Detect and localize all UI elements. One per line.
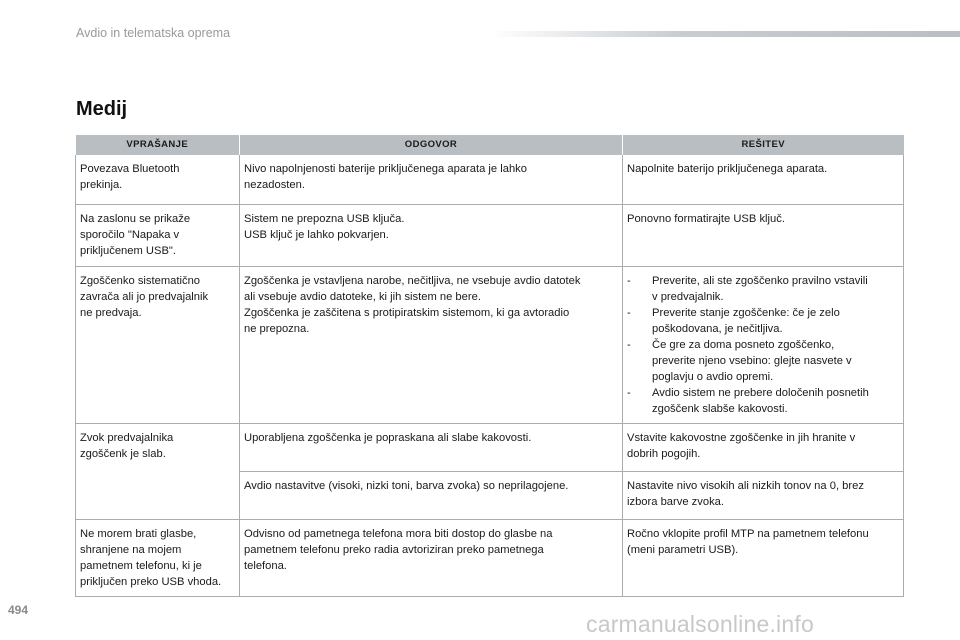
cell-line: zavrača ali jo predvajalnik xyxy=(80,290,209,303)
question-cell xyxy=(76,204,240,266)
cell-line: Zvok predvajalnika xyxy=(80,431,174,444)
cell-line: priključen preko USB vhoda. xyxy=(80,575,222,588)
cell-line: prekinja. xyxy=(80,179,123,191)
cell-line: izbora barve zvoka. xyxy=(627,495,725,508)
solution-cell xyxy=(623,423,904,471)
cell-line: Nastavite nivo visokih ali nizkih tonov na 0, brez xyxy=(627,479,864,492)
cell-line: poškodovana, je nečitljiva. xyxy=(652,322,783,335)
cell-line: - Če gre za doma posneto zgoščenko, xyxy=(652,338,835,351)
cell-line: ne predvaja. xyxy=(80,306,142,319)
cell-line: (meni parametri USB). xyxy=(627,543,739,556)
cell-line: dobrih pogojih. xyxy=(627,447,701,460)
cell-line: pametnem telefonu preko radia avtoriziran preko pametnega xyxy=(244,543,544,556)
cell-line: Sistem ne prepozna USB ključa. xyxy=(244,212,405,225)
question-cell xyxy=(76,155,240,204)
cell-line: - Avdio sistem ne prebere določenih posnetih xyxy=(652,386,869,399)
cell-line: poglavju o avdio opremi. xyxy=(652,370,774,383)
list-item xyxy=(627,273,898,305)
page-number: 494 xyxy=(8,603,29,617)
answer-cell xyxy=(240,155,623,204)
answer-cell xyxy=(240,471,623,519)
table-row xyxy=(76,204,904,266)
cell-line: ne prepozna. xyxy=(244,322,310,335)
cell-line: - Preverite, ali ste zgoščenko pravilno vstavili xyxy=(652,274,868,287)
cell-line: zgoščenk slabše kakovosti. xyxy=(652,402,788,415)
answer-cell xyxy=(240,423,623,471)
table-row xyxy=(76,155,904,204)
page-title: Medij xyxy=(76,98,128,120)
solution-list xyxy=(627,273,898,417)
table-header-row xyxy=(76,135,904,155)
list-item xyxy=(627,385,898,417)
cell-line: Avdio nastavitve (visoki, nizki toni, barva zvoka) so neprilagojene. xyxy=(244,479,569,492)
question-cell xyxy=(76,266,240,423)
answer-cell xyxy=(240,266,623,423)
question-cell xyxy=(76,519,240,596)
solution-cell xyxy=(623,519,904,596)
cell-line: zgoščenk je slab. xyxy=(80,447,166,460)
answer-cell xyxy=(240,519,623,596)
solution-cell xyxy=(623,471,904,519)
answer-cell xyxy=(240,204,623,266)
watermark: carmanualsonline.info xyxy=(586,611,814,637)
cell-line: pametnem telefonu, ki je xyxy=(80,559,202,572)
cell-line: Nivo napolnjenosti baterije priključenega aparata je lahko xyxy=(244,163,527,175)
header-decorative-bar xyxy=(490,31,960,37)
cell-line: Ne morem brati glasbe, xyxy=(80,527,197,540)
cell-line: priključenem USB". xyxy=(80,244,176,257)
cell-line: Uporabljena zgoščenka je popraskana ali slabe kakovosti. xyxy=(244,431,532,444)
cell-line: Na zaslonu se prikaže xyxy=(80,212,191,225)
cell-line: - Preverite stanje zgoščenke: če je zelo xyxy=(652,306,840,319)
cell-line: Vstavite kakovostne zgoščenke in jih hranite v xyxy=(627,431,856,444)
header-section-title: Avdio in telematska oprema xyxy=(76,26,231,40)
cell-line: sporočilo "Napaka v xyxy=(80,228,180,241)
cell-line: USB ključ je lahko pokvarjen. xyxy=(244,228,389,241)
cell-line: Zgoščenka je vstavljena narobe, nečitljiva, ne vsebuje avdio datotek xyxy=(244,274,581,287)
column-header-answer: ODGOVOR xyxy=(240,135,623,155)
solution-cell xyxy=(623,204,904,266)
cell-line: Povezava Bluetooth xyxy=(80,163,180,175)
solution-cell xyxy=(623,266,904,423)
cell-line: Ročno vklopite profil MTP na pametnem telefonu xyxy=(627,527,869,540)
cell-line: ali vsebuje avdio datoteke, ki jih sistem ne bere. xyxy=(244,290,481,303)
cell-line: v predvajalnik. xyxy=(652,290,724,303)
table-row xyxy=(76,266,904,423)
cell-line: Odvisno od pametnega telefona mora biti dostop do glasbe na xyxy=(244,527,553,540)
cell-line: telefona. xyxy=(244,559,287,572)
list-item xyxy=(627,305,898,337)
cell-line: Zgoščenko sistematično xyxy=(80,274,201,287)
cell-line: nezadosten. xyxy=(244,179,305,191)
table-row xyxy=(76,423,904,471)
list-item xyxy=(627,337,898,385)
question-cell xyxy=(76,423,240,519)
solution-cell xyxy=(623,155,904,204)
table-row xyxy=(76,519,904,596)
cell-line: preverite njeno vsebino: glejte nasvete v xyxy=(652,354,852,367)
cell-line: Ponovno formatirajte USB ključ. xyxy=(627,212,785,225)
cell-line: Napolnite baterijo priključenega aparata. xyxy=(627,163,828,175)
troubleshooting-table xyxy=(75,135,904,597)
column-header-solution: REŠITEV xyxy=(623,135,904,155)
cell-line: Zgoščenka je zaščitena s protipiratskim sistemom, ki ga avtoradio xyxy=(244,306,570,319)
column-header-question: VPRAŠANJE xyxy=(76,135,240,155)
cell-line: shranjene na mojem xyxy=(80,543,182,556)
